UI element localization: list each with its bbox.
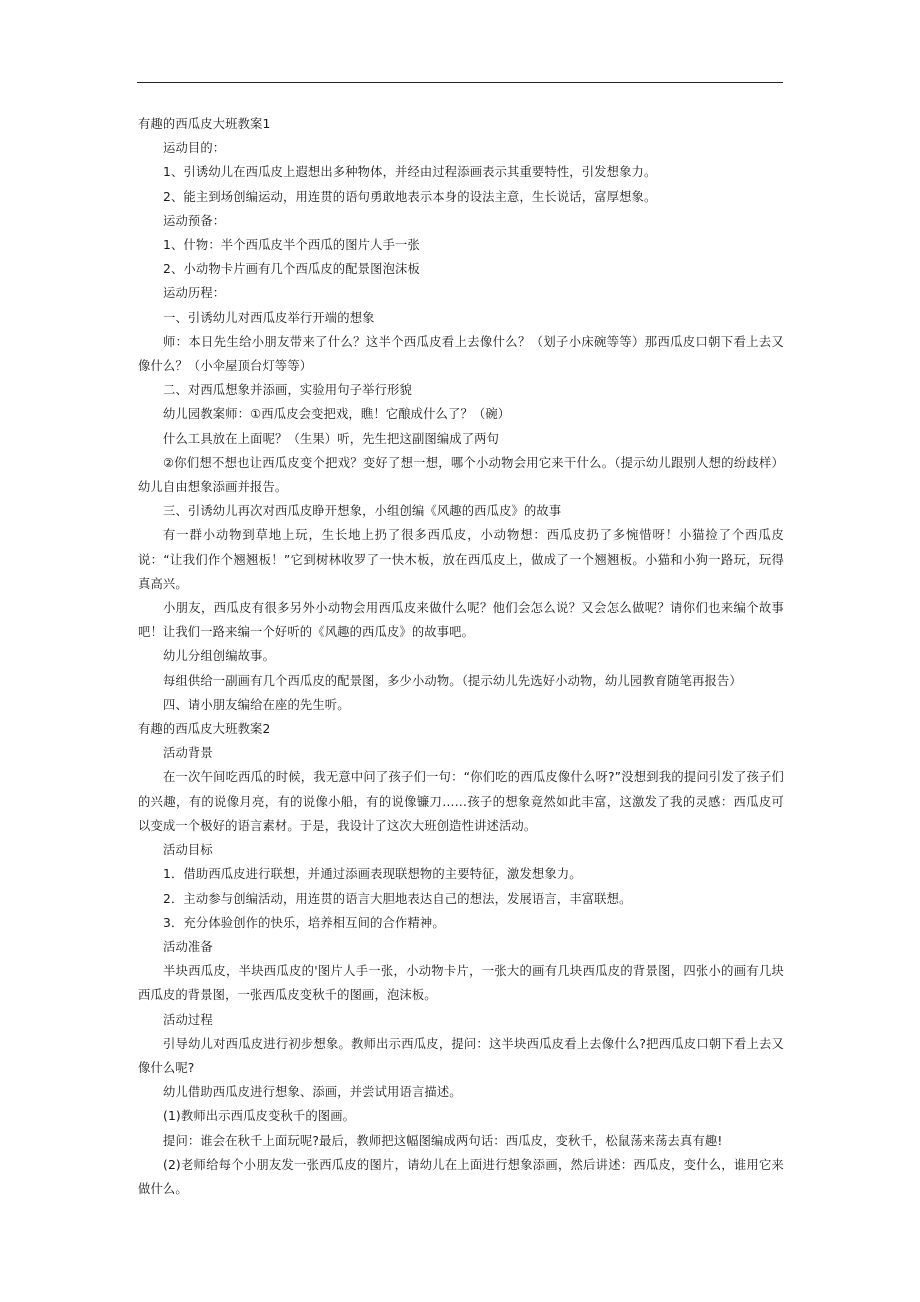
paragraph: 师：本日先生给小朋友带来了什么？这半个西瓜皮看上去像什么？（划子小床碗等等）那西瓜皮口朝下看上去又像什么？（小伞屋顶台灯等等） bbox=[138, 334, 784, 374]
paragraph: 活动过程 bbox=[163, 1012, 213, 1027]
paragraph: 在一次午间吃西瓜的时候，我无意中问了孩子们一句：“你们吃的西瓜皮像什么呀?”没想到我的提问引发了孩子们的兴趣，有的说像月亮，有的说像小船，有的说像镰刀……孩子的想象竟然如此丰富，这激发了我的灵感：西瓜皮可以变成一个极好的语言素材。于是，我设计了这次大班创造性讲述活动。 bbox=[138, 770, 784, 833]
paragraph: ②你们想不想也让西瓜皮变个把戏？变好了想一想，哪个小动物会用它来干什么。（提示幼儿跟别人想的纷歧样）幼儿自由想象添画并报告。 bbox=[138, 455, 784, 495]
paragraph: 二、对西瓜想象并添画，实验用句子举行形貌 bbox=[163, 383, 412, 398]
paragraph: 1、什物：半个西瓜皮半个西瓜的图片人手一张 bbox=[163, 238, 420, 253]
paragraph: 2、小动物卡片画有几个西瓜皮的配景图泡沫板 bbox=[163, 262, 420, 277]
paragraph: 2、能主到场创编运动，用连贯的语句勇敢地表示本身的设法主意，生长说话，富厚想象。 bbox=[163, 189, 657, 204]
document-body bbox=[138, 112, 784, 1201]
header-rule bbox=[137, 82, 783, 83]
paragraph: 1、引诱幼儿在西瓜皮上遐想出多种物体，并经由过程添画表示其重要特性，引发想象力。 bbox=[163, 165, 657, 180]
paragraph: 活动背景 bbox=[163, 746, 213, 761]
paragraph: 三、引诱幼儿再次对西瓜皮睁开想象，小组创编《风趣的西瓜皮》的故事 bbox=[163, 504, 562, 519]
paragraph: 幼儿分组创编故事。 bbox=[163, 649, 276, 664]
paragraph: 活动准备 bbox=[163, 939, 213, 954]
paragraph: 每组供给一副画有几个西瓜皮的配景图，多少小动物。（提示幼儿先选好小动物，幼儿园教育随笔再报告） bbox=[163, 673, 742, 688]
paragraph: 2．主动参与创编活动，用连贯的语言大胆地表达自己的想法，发展语言，丰富联想。 bbox=[163, 891, 632, 906]
paragraph: 活动目标 bbox=[163, 843, 213, 858]
paragraph: 运动历程： bbox=[163, 286, 226, 301]
paragraph: 1．借助西瓜皮进行联想，并通过添画表现联想物的主要特征，激发想象力。 bbox=[163, 867, 582, 882]
paragraph: 四、请小朋友编给在座的先生听。 bbox=[163, 697, 350, 712]
paragraph: 一、引诱幼儿对西瓜皮举行开端的想象 bbox=[163, 310, 375, 325]
paragraph: 什么工具放在上面呢？（生果）听，先生把这副图编成了两句 bbox=[163, 431, 500, 446]
paragraph: 引导幼儿对西瓜皮进行初步想象。教师出示西瓜皮，提问：这半块西瓜皮看上去像什么?把西瓜皮口朝下看上去又像什么呢? bbox=[138, 1036, 784, 1075]
paragraph: 小朋友，西瓜皮有很多另外小动物会用西瓜皮来做什么呢？他们会怎么说？又会怎么做呢？请你们也来编个故事吧！让我们一路来编一个好听的《风趣的西瓜皮》的故事吧。 bbox=[138, 601, 784, 640]
section-title: 有趣的西瓜皮大班教案2 bbox=[138, 722, 271, 737]
section-title: 有趣的西瓜皮大班教案1 bbox=[138, 117, 271, 131]
paragraph: 运动预备： bbox=[163, 213, 226, 228]
paragraph: 幼儿借助西瓜皮进行想象、添画，并尝试用语言描述。 bbox=[163, 1085, 462, 1100]
paragraph: 半块西瓜皮，半块西瓜皮的'图片人手一张，小动物卡片，一张大的画有几块西瓜皮的背景图，四张小的画有几块西瓜皮的背景图，一张西瓜皮变秋千的图画，泡沫板。 bbox=[138, 964, 784, 1003]
paragraph: 运动目的： bbox=[163, 141, 226, 156]
paragraph: 3．充分体验创作的快乐，培养相互间的合作精神。 bbox=[163, 915, 445, 930]
paragraph: 有一群小动物到草地上玩，生长地上扔了很多西瓜皮，小动物想：西瓜皮扔了多惋惜呀！小猫捡了个西瓜皮说：“让我们作个翘翘板！”它到树林收罗了一快木板，放在西瓜皮上，做成了一个翘翘板。小猫和小狗一路玩，玩得真高兴。 bbox=[138, 528, 784, 591]
paragraph: 幼儿园教案师：①西瓜皮会变把戏，瞧！它酿成什么了？（碗） bbox=[163, 407, 511, 422]
paragraph: 提问：谁会在秋千上面玩呢?最后，教师把这幅图编成两句话：西瓜皮，变秋千，松鼠荡来荡去真有趣! bbox=[163, 1133, 723, 1148]
paragraph: (2)老师给每个小朋友发一张西瓜皮的图片，请幼儿在上面进行想象添画，然后讲述：西瓜皮，变什么，谁用它来做什么。 bbox=[138, 1157, 784, 1196]
paragraph: (1)教师出示西瓜皮变秋千的图画。 bbox=[163, 1109, 356, 1124]
